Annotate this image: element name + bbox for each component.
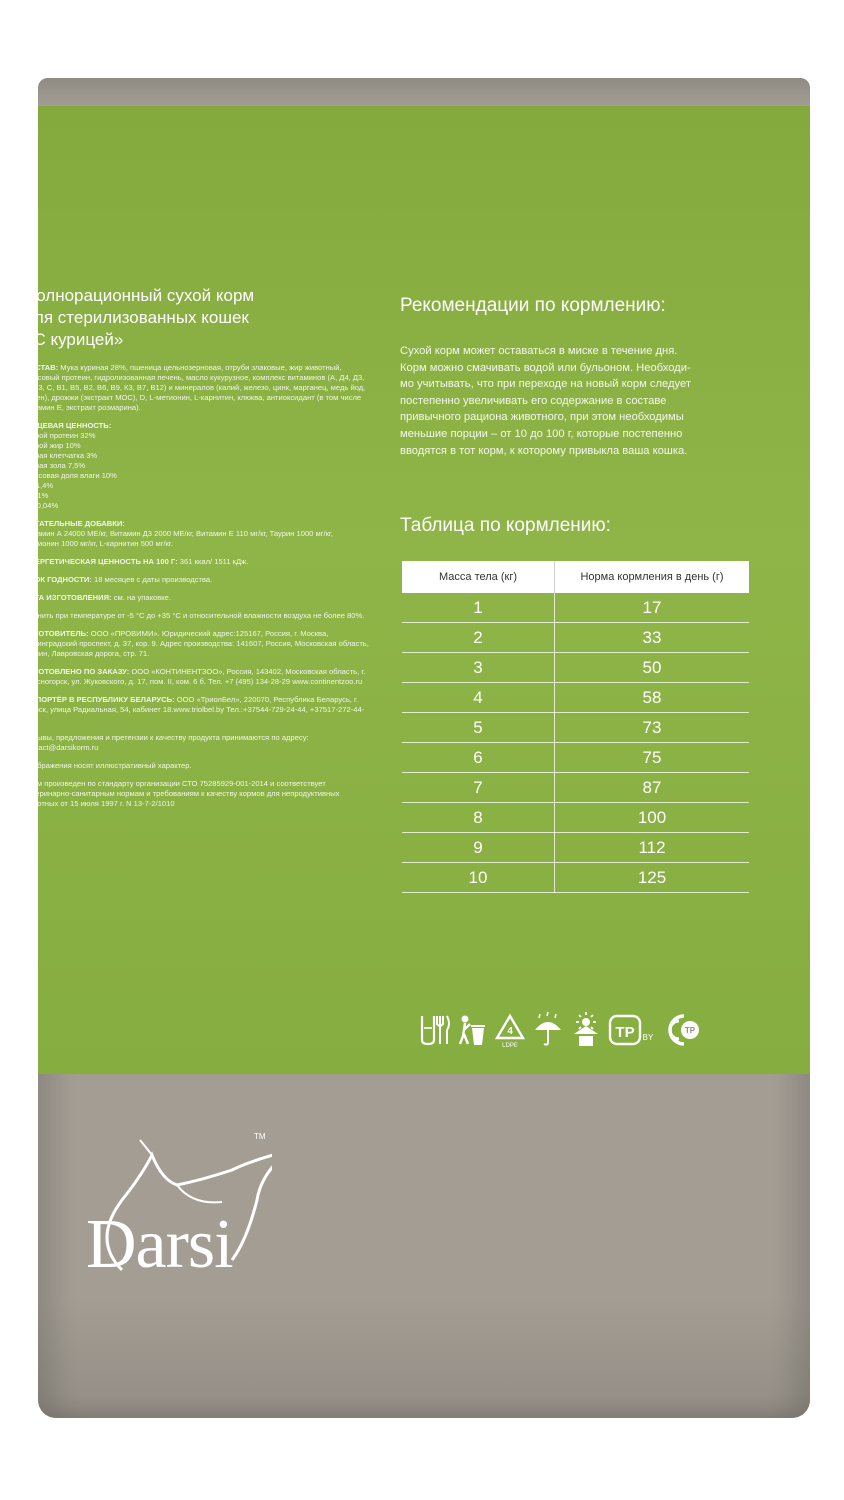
feeding-table-header-row [402,561,749,593]
norm-cell: 75 [555,743,750,773]
recommendations-line: меньшие порции – от 10 до 100 г, которые постепенно [400,427,683,440]
shelf-life-block [24,575,369,585]
norm-cell: 33 [555,623,750,653]
certification-icons [418,1010,702,1050]
recommendations-line: постепенно увеличивать его содержание в составе [400,394,667,407]
images-note: Изображения носят иллюстративный характер. [24,761,192,770]
weight-cell: 8 [402,803,555,833]
norm-cell: 87 [555,773,750,803]
recommendations-line: Сухой корм может оставаться в миске в течение дня. [400,345,678,357]
composition-heading: СОСТАВ: [24,363,59,372]
table-row [402,713,749,743]
food-safe-icon [418,1010,450,1050]
by-label: BY [642,1033,654,1042]
recommendations-line: вводятся в тот корм, к которому привыкла ваша кошка. [400,444,688,457]
weight-cell: 4 [402,683,555,713]
ordered-by-body: ООО «КОНТИНЕНТЗОО», Россия, 143402, Московская область, г. Красногорск, ул. Жуковского, д. 17, пом. II, ком. 6 б. Тел. +7 (495) 134-28-29 www.continentzoo.ru [24,667,366,686]
weight-cell: 5 [402,713,555,743]
composition-body: Мука куриная 28%, пшеница цельнозерновая, отруби злаковые, жир животный, маисовый протеин, гидролизованная печень, масло кукурузное, комплекс витаминов (А, Д4, Д3, Е, В3, С, В1, В5, В2, В6, В9, К3, В7, В12) и минералов (калий, железо, цинк, марганец, медь йод, селен), дрожжи (экстракт МОС), D, L-метионин, L-карнитин, клюква, антиоксидант (в том числе Витамин Е, экстракт розмарина). [24,363,366,412]
sun-protect-icon [570,1010,602,1050]
weight-cell: 2 [402,623,555,653]
brand-name: Darsi [86,1206,233,1283]
rst-label: ТР [684,1026,696,1035]
standard-text: Корм произведен по стандарту организации СТО 75285929-001-2014 и соответствует ветеринарно-санитарным нормам и требованиям к качеству кормов для непродуктивных животных от 15 июля 1997 г. N 13-7-2/1010 [24,779,340,808]
norm-cell: 17 [555,593,750,623]
feedback-text: Отзывы, предложения и претензии к качеству продукта принимаются по адресу: contact@darsikorm.ru [24,733,309,752]
composition-text [24,363,369,413]
nutrition-line: Массовая доля влаги 10% [24,471,117,480]
nutrition-line: Сырой жир 10% [24,441,81,450]
energy-body: 361 ккал/ 1511 кДж. [179,557,249,566]
norm-cell: 58 [555,683,750,713]
shelf-life-body: 18 месяцев с даты производства. [93,575,213,584]
additives-body: Витамин А 24000 МЕ/кг, Витамин Д3 2000 МЕ/кг, Витамин Е 110 мг/кг, Таурин 1000 мг/кг, Метионин 1000 мг/кг, L-карнитин 500 мг/кг. [24,529,333,548]
storage-text: Хранить при температуре от -5 °С до +35 °С и относительной влажности воздуха не более 80%. [24,611,365,620]
eac-tr-by-icon [608,1010,656,1050]
norm-cell: 100 [555,803,750,833]
column-header-weight: Масса тела (кг) [402,561,555,593]
manufacturer-block [24,629,369,659]
table-row [402,773,749,803]
feeding-table [402,561,749,893]
table-row [402,683,749,713]
product-title-line: «С курицей» [24,330,124,349]
rst-icon [662,1010,702,1050]
ordered-by-block [24,667,369,687]
manufacture-date-heading: ДАТА ИЗГОТОВЛЕНИЯ: [24,593,112,602]
nutrition-line: Ca 1,4% [24,481,54,490]
tr-label: TP [615,1024,635,1041]
energy-heading: ЭНЕРГЕТИЧЕСКАЯ ЦЕННОСТЬ НА 100 Г: [24,557,178,566]
column-header-daily-norm: Норма кормления в день (г) [555,561,750,593]
manufacture-date-body: см. на упаковке. [113,593,172,602]
nutrition-heading: ПИЩЕВАЯ ЦЕННОСТЬ: [24,421,112,430]
tidyman-icon [456,1010,488,1050]
table-row [402,803,749,833]
manufacturer-heading: ИЗГОТОВИТЕЛЬ: [24,629,89,638]
table-row [402,833,749,863]
recommendations-text [400,343,730,459]
product-title-line: Полнорационный сухой корм [24,286,255,305]
left-column [24,285,369,817]
weight-cell: 9 [402,833,555,863]
package-bottom-shade [38,1298,810,1418]
recommendations-title: Рекомендации по кормлению: [400,295,666,316]
weight-cell: 10 [402,863,555,893]
norm-cell: 125 [555,863,750,893]
feeding-table-title: Таблица по кормлению: [400,515,611,536]
keep-dry-icon [532,1010,564,1050]
manufacturer-body: ООО «ПРОВИМИ». Юридический адрес:125167, Россия, г. Москва, Ленинградский проспект, д. 37, кор. 9. Адрес производства: 141607, Россия, Московская область, г. Клин, Лавровская дорога, стр. 71. [24,629,369,658]
table-row [402,863,749,893]
norm-cell: 50 [555,653,750,683]
weight-cell: 7 [402,773,555,803]
ordered-by-heading: ИЗГОТОВЛЕНО ПО ЗАКАЗУ: [24,667,130,676]
nutrition-line: Сырой протеин 32% [24,431,96,440]
importer-body: ООО «ТриолБел», 220070, Республика Беларусь, г. Минск, улица Радиальная, 54, кабинет 18.www.triolbel.by Тел.:+37544-729-24-44, +37517-272-44-47 [24,695,365,724]
importer-block [24,695,369,725]
product-title-line: для стерилизованных кошек [24,308,249,327]
norm-cell: 112 [555,833,750,863]
weight-cell: 6 [402,743,555,773]
table-row [402,593,749,623]
ldpe-label: LDPE [502,1043,518,1049]
nutrition-line: Сырая зола 7,5% [24,461,86,470]
recommendations-line: привычного рациона животного, при этом необходимы [400,411,684,424]
trademark-mark: TM [254,1132,266,1141]
recommendations-line: Корм можно смачивать водой или бульоном. Необходи- [400,361,691,374]
package-top-seam [38,78,810,106]
nutrition-line: Сырая клетчатка 3% [24,451,98,460]
additives-block [24,519,369,549]
weight-cell: 3 [402,653,555,683]
ldpe-number: 4 [507,1026,513,1037]
nutrition-line: P 1,1% [24,491,49,500]
norm-cell: 73 [555,713,750,743]
table-row [402,743,749,773]
recommendations-line: мо учитывать, что при переходе на новый корм следует [400,378,691,391]
weight-cell: 1 [402,593,555,623]
table-row [402,653,749,683]
nutrition-line: Mg 0,04% [24,501,59,510]
recycle-ldpe-icon [494,1010,526,1050]
energy-block [24,557,369,567]
importer-heading: ИМПОРТЁР В РЕСПУБЛИКУ БЕЛАРУСЬ: [24,695,175,704]
shelf-life-heading: СРОК ГОДНОСТИ: [24,575,92,584]
nutrition-block [24,421,369,511]
manufacture-date-block [24,593,369,603]
right-column [400,295,730,459]
product-title [24,285,369,351]
additives-heading: ПИТАТЕЛЬНЫЕ ДОБАВКИ: [24,519,125,528]
table-row [402,623,749,653]
